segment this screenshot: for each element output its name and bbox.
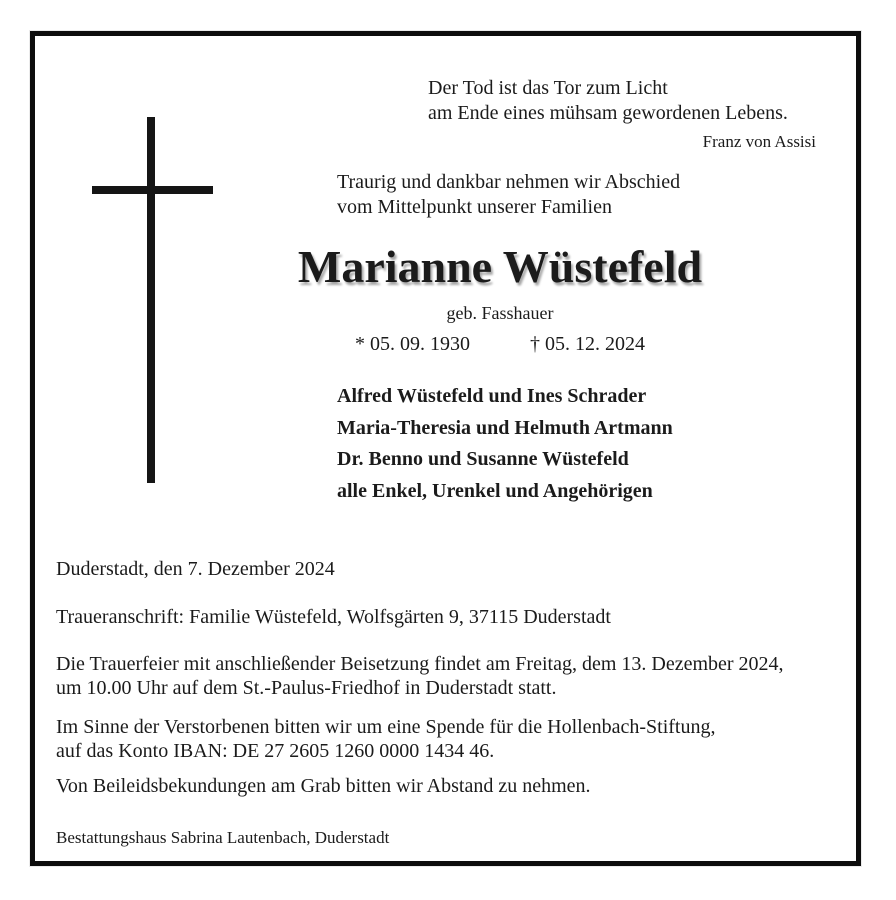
funeral-info xyxy=(56,652,784,700)
funeral-home: Bestattungshaus Sabrina Lautenbach, Duderstadt xyxy=(56,828,390,847)
cross-vertical-bar xyxy=(147,117,155,483)
mourner-line: alle Enkel, Urenkel und Angehörigen xyxy=(337,479,653,502)
donation-line-1: Im Sinne der Verstorbenen bitten wir um eine Spende für die Hollenbach-Stiftung, xyxy=(56,716,716,738)
birth-date: * 05. 09. 1930 xyxy=(355,333,470,355)
condolence-note: Von Beileidsbekundungen am Grab bitten wir Abstand zu nehmen. xyxy=(56,775,591,797)
quote-attribution: Franz von Assisi xyxy=(702,132,816,151)
quote-line-2: am Ende eines mühsam gewordenen Lebens. xyxy=(428,102,788,124)
mourner-line: Alfred Wüstefeld und Ines Schrader xyxy=(337,385,647,407)
life-dates xyxy=(160,333,840,356)
mourner-line: Dr. Benno und Susanne Wüstefeld xyxy=(337,448,629,470)
intro-text xyxy=(337,170,680,220)
maiden-name: geb. Fasshauer xyxy=(446,302,554,323)
deceased-block xyxy=(160,241,840,324)
intro-line-2: vom Mittelpunkt unserer Familien xyxy=(337,196,612,218)
funeral-line-2: um 10.00 Uhr auf dem St.-Paulus-Friedhof in Duderstadt statt. xyxy=(56,677,557,699)
dateline: Duderstadt, den 7. Dezember 2024 xyxy=(56,558,335,580)
mourners-list xyxy=(337,381,673,507)
intro-line-1: Traurig und dankbar nehmen wir Abschied xyxy=(337,171,681,193)
funeral-line-1: Die Trauerfeier mit anschließender Beisetzung findet am Freitag, dem 13. Dezember 2024, xyxy=(56,653,784,675)
cross-horizontal-bar xyxy=(92,186,213,194)
deceased-name: Marianne Wüstefeld xyxy=(297,241,703,292)
mourning-address: Traueranschrift: Familie Wüstefeld, Wolfsgärten 9, 37115 Duderstadt xyxy=(56,606,611,628)
donation-line-2: auf das Konto IBAN: DE 27 2605 1260 0000 1434 46. xyxy=(56,740,495,762)
opening-quote xyxy=(428,76,828,154)
death-date: † 05. 12. 2024 xyxy=(530,333,645,355)
quote-line-1: Der Tod ist das Tor zum Licht xyxy=(428,77,668,99)
donation-info xyxy=(56,715,715,763)
mourner-line: Maria-Theresia und Helmuth Artmann xyxy=(337,416,673,439)
